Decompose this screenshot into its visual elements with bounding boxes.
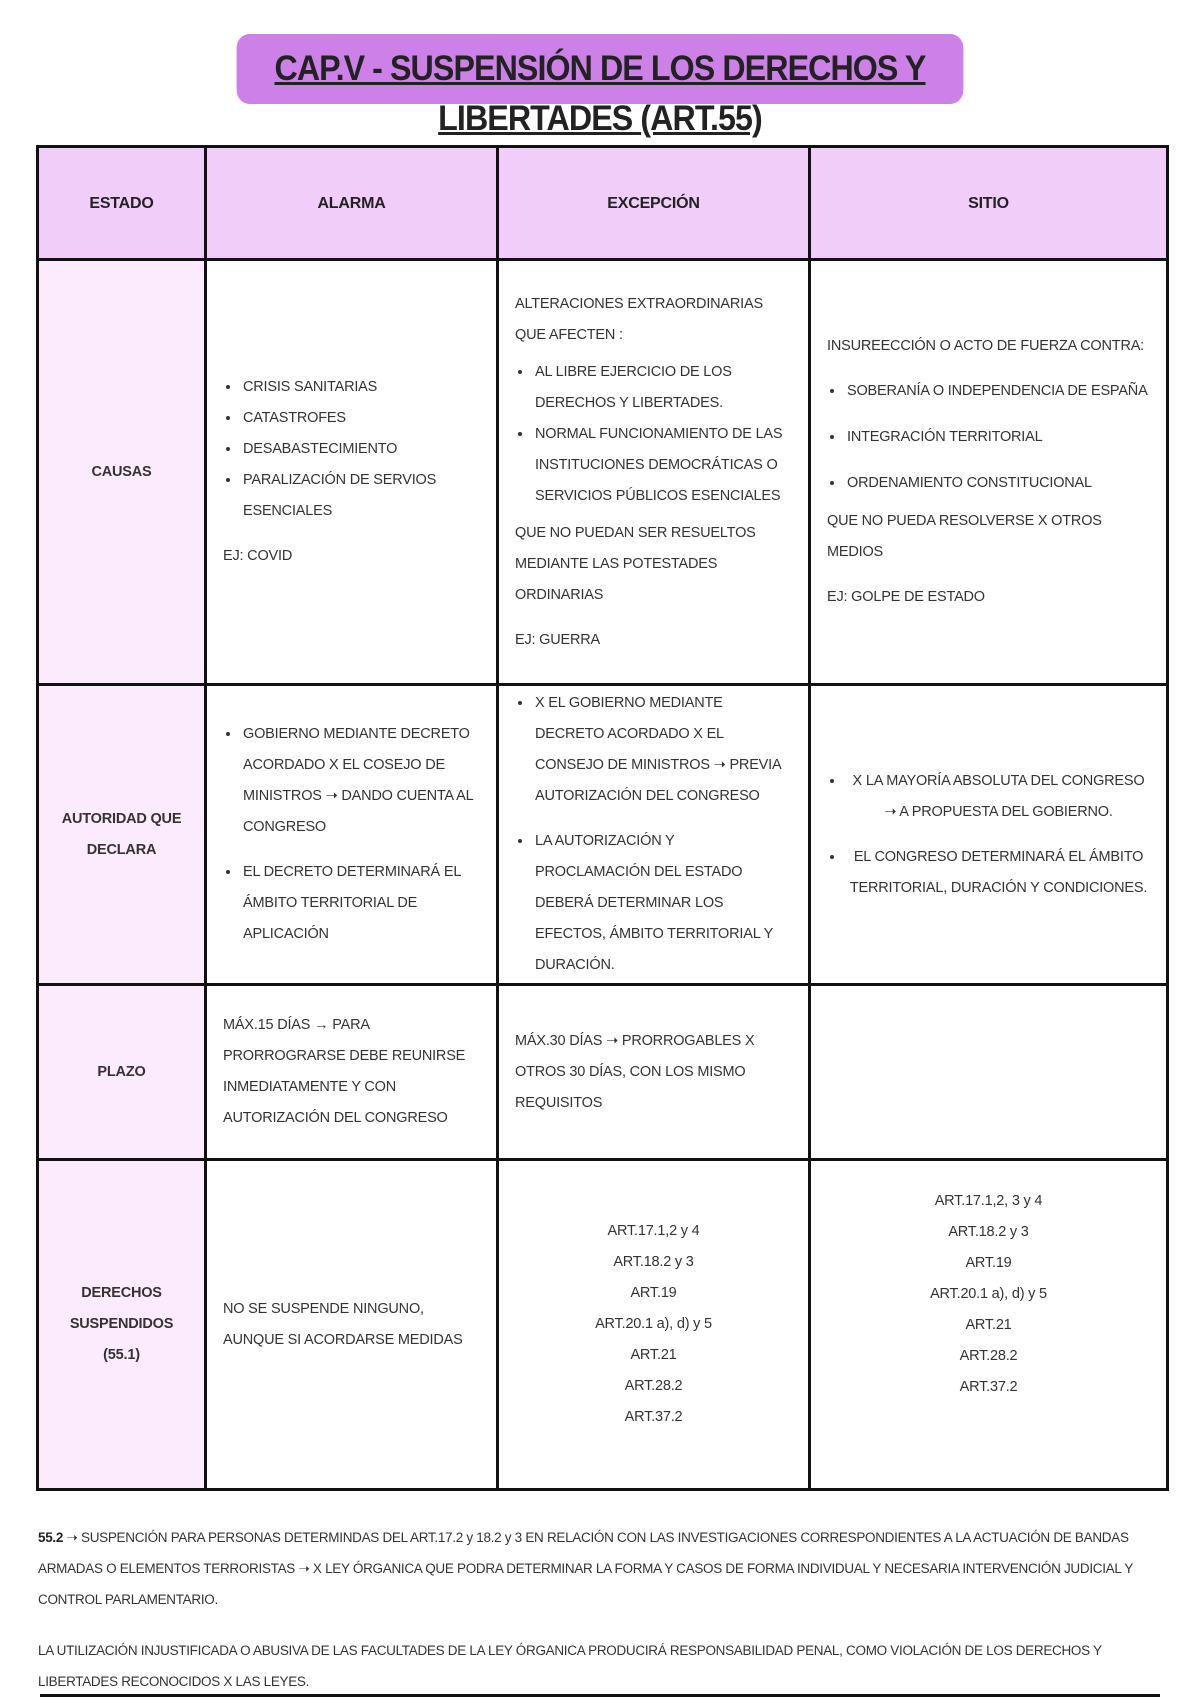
article-item: ART.18.2 y 3 — [613, 1254, 694, 1270]
list-item: • INTEGRACIÓN TERRITORIAL — [845, 414, 1150, 460]
article-item: ART.28.2 — [624, 1378, 683, 1394]
article-item: ART.37.2 — [959, 1379, 1018, 1395]
page-title: CAP.V - SUSPENSIÓN DE LOS DERECHOS Y LIBERTADES (ART.55) — [237, 34, 964, 104]
article-item: ART.20.1 a), d) y 5 — [595, 1316, 712, 1332]
list-item: • GOBIERNO MEDIANTE DECRETO ACORDADO X EL COSEJO DE MINISTROS ➝ DANDO CUENTA AL CONGRESO — [241, 719, 480, 843]
article-item: ART.18.2 y 3 — [948, 1224, 1029, 1240]
causas-excepcion-list — [515, 357, 792, 512]
header-row — [38, 147, 1168, 260]
causas-alarma-list — [223, 372, 480, 527]
example-text: EJ: GUERRA — [515, 631, 601, 648]
list-item: • SOBERANÍA O INDEPENDENCIA DE ESPAÑA — [845, 368, 1150, 414]
cell-derechos-excepcion — [498, 1160, 810, 1490]
row-causas — [38, 260, 1168, 685]
header-excepcion: EXCEPCIÓN — [498, 147, 810, 260]
article-item: ART.19 — [630, 1285, 677, 1301]
cell-autoridad-sitio — [810, 685, 1168, 985]
article-item: ART.17.1,2, 3 y 4 — [934, 1193, 1043, 1209]
row-label-plazo: PLAZO — [38, 985, 206, 1160]
cell-plazo-excepcion: MÁX.30 DÍAS ➝ PRORROGABLES X OTROS 30 DÍAS, CON LOS MISMO REQUISITOS — [498, 985, 810, 1160]
cell-plazo-alarma: MÁX.15 DÍAS → PARA PRORROGRARSE DEBE REUNIRSE INMEDIATAMENTE Y CON AUTORIZACIÓN DEL CONGRESO — [206, 985, 498, 1160]
autoridad-sitio-list — [827, 766, 1150, 904]
bottom-divider — [40, 1694, 1160, 1697]
causas-sitio-list — [827, 368, 1150, 506]
intro-text: INSUREECCIÓN O ACTO DE FUERZA CONTRA: — [827, 338, 1145, 354]
footnotes — [38, 1522, 1178, 1697]
list-item: • DESABASTECIMIENTO — [241, 434, 480, 465]
cell-derechos-alarma: NO SE SUSPENDE NINGUNO, AUNQUE SI ACORDARSE MEDIDAS — [206, 1160, 498, 1490]
list-item: • EL DECRETO DETERMINARÁ EL ÁMBITO TERRITORIAL DE APLICACIÓN — [241, 857, 480, 950]
list-item: • LA AUTORIZACIÓN Y PROCLAMACIÓN DEL ESTADO DEBERÁ DETERMINAR LOS EFECTOS, ÁMBITO TERRITORIAL Y DURACIÓN. — [533, 826, 792, 981]
article-item: ART.17.1,2 y 4 — [607, 1223, 700, 1239]
article-item: ART.21 — [630, 1347, 677, 1363]
example-text: EJ: COVID — [223, 548, 293, 564]
note-text: ➝ SUSPENCIÓN PARA PERSONAS DETERMINDAS DEL ART.17.2 y 18.2 y 3 EN RELACIÓN CON LAS INVESTIGACIONES CORRESPONDIENTES A LA ACTUACIÓN DE BANDAS ARMADAS O ELEMENTOS TERRORISTAS ➝ X LEY ÓRGANICA QUE PODRA DETERMINAR LA FORMA Y CASOS DE FORMA INDIVIDUAL Y NECESARIA INTERVENCIÓN JUDICIAL Y CONTROL PARLAMENTARIO. — [38, 1530, 1133, 1607]
outro-text: QUE NO PUEDAN SER RESUELTOS MEDIANTE LAS POTESTADES ORDINARIAS — [515, 524, 756, 603]
row-label-autoridad: AUTORIDAD QUE DECLARA — [38, 685, 206, 985]
cell-causas-alarma — [206, 260, 498, 685]
list-item: • AL LIBRE EJERCICIO DE LOS DERECHOS Y LIBERTADES. — [533, 357, 792, 419]
row-label-causas: CAUSAS — [38, 260, 206, 685]
article-item: ART.20.1 a), d) y 5 — [930, 1286, 1047, 1302]
list-item: • X EL GOBIERNO MEDIANTE DECRETO ACORDADO X EL CONSEJO DE MINISTROS ➝ PREVIA AUTORIZACIÓN DEL CONGRESO — [533, 688, 792, 812]
note-55-2 — [38, 1522, 1178, 1615]
row-plazo — [38, 985, 1168, 1160]
cell-autoridad-excepcion — [498, 685, 810, 985]
note-label: 55.2 — [38, 1530, 64, 1545]
row-autoridad — [38, 685, 1168, 985]
autoridad-excepcion-list — [515, 688, 792, 981]
article-item: ART.21 — [965, 1317, 1012, 1333]
cell-causas-excepcion — [498, 260, 810, 685]
list-item: • EL CONGRESO DETERMINARÁ EL ÁMBITO TERRITORIAL, DURACIÓN Y CONDICIONES. — [845, 842, 1150, 904]
intro-text: ALTERACIONES EXTRAORDINARIAS QUE AFECTEN : — [515, 295, 763, 343]
autoridad-alarma-list — [223, 719, 480, 950]
list-item: • X LA MAYORÍA ABSOLUTA DEL CONGRESO ➝ A PROPUESTA DEL GOBIERNO. — [845, 766, 1150, 828]
article-item: ART.37.2 — [624, 1409, 683, 1425]
row-derechos — [38, 1160, 1168, 1490]
article-item: ART.19 — [965, 1255, 1012, 1271]
states-table — [36, 145, 1169, 1491]
example-text: EJ: GOLPE DE ESTADO — [827, 589, 985, 605]
header-estado: ESTADO — [38, 147, 206, 260]
list-item: • CRISIS SANITARIAS — [241, 372, 480, 403]
cell-autoridad-alarma — [206, 685, 498, 985]
cell-derechos-sitio — [810, 1160, 1168, 1490]
outro-text: QUE NO PUEDA RESOLVERSE X OTROS MEDIOS — [827, 513, 1102, 560]
header-alarma: ALARMA — [206, 147, 498, 260]
cell-causas-sitio — [810, 260, 1168, 685]
row-label-derechos: DERECHOS SUSPENDIDOS (55.1) — [38, 1160, 206, 1490]
cell-plazo-sitio — [810, 985, 1168, 1160]
list-item: • NORMAL FUNCIONAMIENTO DE LAS INSTITUCIONES DEMOCRÁTICAS O SERVICIOS PÚBLICOS ESENCIALES — [533, 419, 792, 512]
article-item: ART.28.2 — [959, 1348, 1018, 1364]
list-item: • PARALIZACIÓN DE SERVIOS ESENCIALES — [241, 465, 480, 527]
list-item: • CATASTROFES — [241, 403, 480, 434]
header-sitio: SITIO — [810, 147, 1168, 260]
note-responsabilidad: LA UTILIZACIÓN INJUSTIFICADA O ABUSIVA DE LAS FACULTADES DE LA LEY ÓRGANICA PRODUCIRÁ RESPONSABILIDAD PENAL, COMO VIOLACIÓN DE LOS DERECHOS Y LIBERTADES RECONOCIDOS X LAS LEYES. — [38, 1643, 1102, 1689]
list-item: • ORDENAMIENTO CONSTITUCIONAL — [845, 460, 1150, 506]
